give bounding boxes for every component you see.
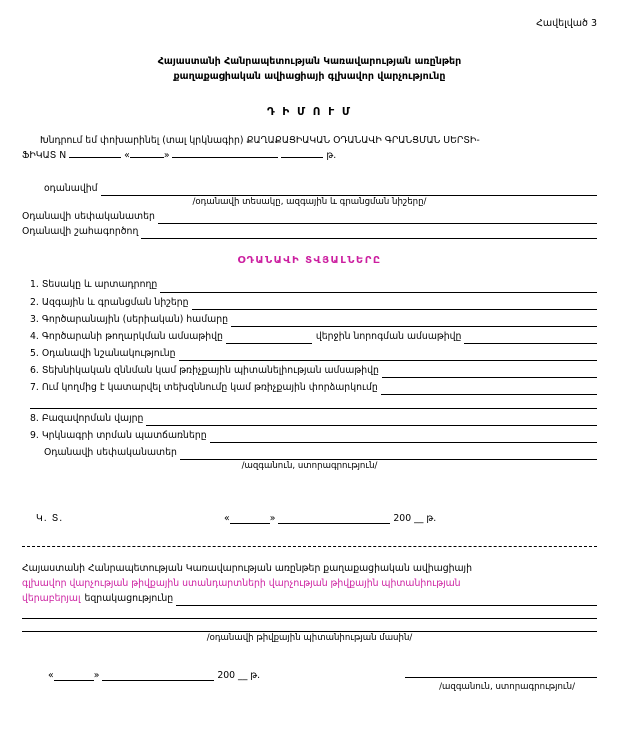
stamp-date-row [22,513,597,524]
bottom-signature-caption: /ազգանուն, ստորագրություն/ [439,682,575,693]
year-suffix-1: թ. [326,150,337,162]
month-field[interactable] [172,148,278,158]
operator-row [22,224,597,239]
conclusion-line-3-rest: եզրակացությունը [84,593,174,605]
detail-label-3: 3. Գործարանային (սերիական) համարը [30,313,228,325]
intro-paragraph [22,134,597,163]
header-line-2: քաղաքացիական ավիացիայի գլխավոր վարչությունը [173,70,446,82]
operator-label: Օդանավի շահագործող [22,226,139,238]
section-title: ՕԴԱՆԱՎԻ ՏՎՅԱԼՆԵՐԸ [237,255,382,267]
conclusion-input-2[interactable] [22,606,597,619]
sign-year-label: 200 __ թ. [393,512,437,524]
conclusion-line-3-row [22,591,597,606]
bottom-year-label: 200 __ թ. [217,670,261,682]
list-item [22,277,597,292]
list-item [22,312,597,327]
aircraft-details-list [22,277,597,442]
list-item [22,363,597,378]
aircraft-row [22,181,597,196]
quote-close-1: » [163,150,170,162]
owner-label: Օդանավի սեփականատեր [22,211,155,223]
day-field[interactable] [130,148,164,158]
conclusion-line-2: գլխավոր վարչության թիվքային ստանդարտների վարչության թիվքային պիտանիության [22,577,461,589]
detail-input-9[interactable] [210,432,597,443]
detail-input-3[interactable] [231,316,597,327]
quote-close-3: » [93,670,100,682]
certificate-number-field[interactable] [69,148,121,158]
divider [22,546,597,547]
owner-signature-caption: /ազգանուն, ստորագրություն/ [241,460,378,471]
list-item [22,329,597,344]
detail-input-2[interactable] [192,299,597,310]
detail-label-2: 2. Ազգային և գրանցման նիշերը [30,296,189,308]
bottom-signature-row [22,667,597,681]
bottom-day-field[interactable] [54,671,94,681]
list-item [22,346,597,361]
sign-month-field[interactable] [278,514,390,524]
header-block [22,55,597,84]
aircraft-label: օդանավիմ [44,183,98,195]
page-title: Դ Ի Մ Ո Ւ Մ [266,106,353,119]
owner-signature-input[interactable] [180,449,597,460]
conclusion-caption: /օդանավի թիվքային պիտանիության մասին/ [206,633,413,644]
quote-open-3: « [48,670,54,682]
stamp-label: Կ. Տ. [36,512,64,524]
year-field[interactable] [281,148,323,158]
detail-label-5: 5. Օդանավի նշանակությունը [30,347,176,359]
detail-label-8: 8. Բազավորման վայրը [30,412,144,424]
owner-signature-row [22,445,597,460]
detail-input-5[interactable] [179,350,597,361]
list-item [22,428,597,443]
detail-input-7[interactable] [381,384,597,395]
conclusion-line-1: Հայաստանի Հանրապետության Կառավարության առընթեր քաղաքացիական ավիացիայի [22,562,472,574]
intro-text-2: ՖԻԿԱՏ N [22,150,67,162]
bottom-signature-field-wrap [260,667,597,681]
detail-input-4a[interactable] [226,333,312,344]
detail-label-1: 1. Տեսակը և արտադրողը [30,279,158,291]
quote-open-2: « [224,512,230,524]
conclusion-input-3[interactable] [22,619,597,632]
detail-label-4: 4. Գործարանի թողարկման ամսաթիվը [30,330,223,342]
quote-close-2: » [269,512,276,524]
conclusion-block [22,561,597,632]
detail-label-6: 6. Տեխնիկական զննման կամ թռիչքային պիտանելիության ամսաթիվը [30,364,379,376]
intro-text-1: Խնդրում եմ փոխարինել (տալ կրկնագիր) ՔԱՂԱՔԱՑԻԱԿԱՆ ՕԴԱՆԱՎԻ ԳՐԱՆՑՄԱՆ ՍԵՐՏԻ- [40,135,480,147]
detail-label-9: 9. Կրկնագրի տրման պատճառները [30,429,207,441]
header-line-1: Հայաստանի Հանրապետության Կառավարության առընթեր [157,56,462,67]
list-item [22,411,597,426]
detail-input-8[interactable] [146,415,597,426]
conclusion-input-1[interactable] [176,594,597,606]
list-item [22,295,597,310]
detail-input-7-cont[interactable] [30,397,597,409]
sign-day-field[interactable] [230,514,270,524]
conclusion-line-3-magenta: վերաբերյալ [22,593,81,605]
owner-input[interactable] [158,213,597,224]
detail-label-4-mid: վերջին նորոգման ամսաթիվը [315,330,462,342]
annex-label: Հավելված 3 [536,18,597,29]
list-item [22,380,597,395]
signature-date [63,513,597,524]
owner-signature-label: Օդանավի սեփականատեր [44,446,177,458]
detail-label-7: 7. Ում կողմից է կատարվել տեխզննումը կամ թռիչքային փորձարկումը [30,381,378,393]
quote-open-1: « [124,150,130,162]
detail-input-4b[interactable] [464,333,597,344]
list-item-continuation [22,397,597,409]
owner-row [22,209,597,224]
aircraft-caption: /օդանավի տեսակը, ազգային և գրանցման նիշերը/ [192,197,427,208]
bottom-signature-field[interactable] [405,667,597,678]
operator-input[interactable] [141,228,597,239]
detail-input-1[interactable] [160,282,597,293]
bottom-date [22,670,260,681]
bottom-month-field[interactable] [102,671,214,681]
aircraft-input[interactable] [101,185,597,196]
detail-input-6[interactable] [382,367,597,378]
